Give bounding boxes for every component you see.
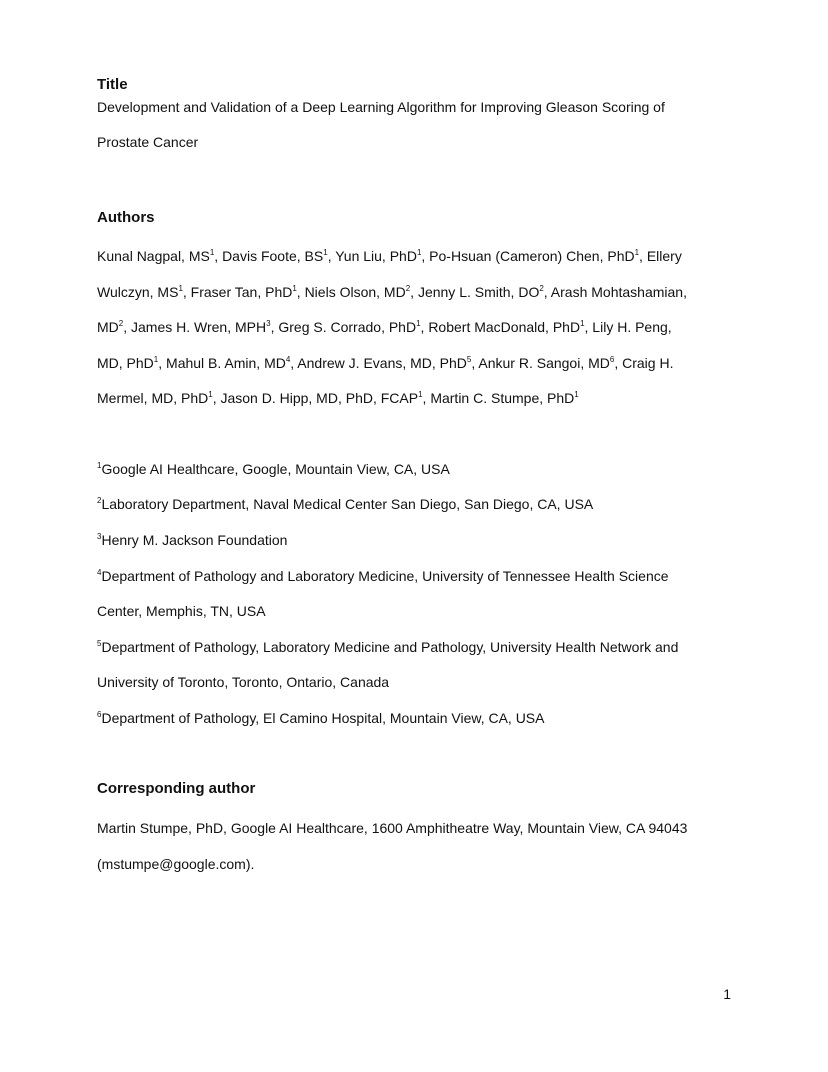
- text-segment: Laboratory Department, Naval Medical Center San Diego, San Diego, CA, USA: [101, 496, 594, 512]
- text-segment: Wulczyn, MS: [97, 284, 179, 300]
- text-segment: , Ankur R. Sangoi, MD: [471, 355, 610, 371]
- text-segment: , Davis Foote, BS: [214, 248, 324, 264]
- corresponding-author-heading: Corresponding author: [97, 780, 256, 797]
- affiliation-superscript: 4: [97, 568, 102, 577]
- text-segment: , Jason D. Hipp, MD, PhD, FCAP: [212, 390, 419, 406]
- text-segment: Department of Pathology and Laboratory Medicine, University of Tennessee Health Science: [101, 568, 669, 584]
- affiliation-superscript: 3: [266, 319, 271, 328]
- text-segment: MD: [97, 319, 119, 335]
- affiliation-superscript: 2: [97, 496, 102, 505]
- affiliation-superscript: 1: [416, 248, 422, 257]
- text-segment: , Mahul B. Amin, MD: [158, 355, 286, 371]
- authors-line-2: [97, 283, 687, 301]
- text-segment: , Arash Mohtashamian,: [543, 284, 687, 300]
- affiliation-6: [97, 709, 544, 727]
- title-line-1: Development and Validation of a Deep Learning Algorithm for Improving Gleason Scoring of: [97, 99, 665, 115]
- affiliation-superscript: 6: [97, 710, 102, 719]
- corresponding-author-line-2: (mstumpe@google.com).: [97, 856, 255, 872]
- affiliation-superscript: 2: [118, 319, 124, 328]
- affiliation-superscript: 1: [580, 319, 585, 328]
- affiliation-superscript: 1: [208, 390, 213, 399]
- affiliation-3: [97, 531, 287, 549]
- authors-line-1: [97, 247, 682, 265]
- text-segment: , Niels Olson, MD: [296, 284, 406, 300]
- affiliation-superscript: 1: [178, 284, 183, 293]
- text-segment: , Jenny L. Smith, DO: [410, 284, 540, 300]
- text-segment: , Craig H.: [614, 355, 674, 371]
- text-segment: Mermel, MD, PhD: [97, 390, 209, 406]
- corresponding-author-line-1: Martin Stumpe, PhD, Google AI Healthcare, 1600 Amphitheatre Way, Mountain View, CA 94043: [97, 820, 688, 836]
- affiliation-superscript: 1: [323, 248, 328, 257]
- page-number: 1: [723, 986, 731, 1002]
- affiliation-superscript: 6: [609, 355, 615, 364]
- text-segment: University of Toronto, Toronto, Ontario, Canada: [97, 674, 390, 690]
- affiliation-superscript: 1: [292, 284, 297, 293]
- text-segment: , Ellery: [639, 248, 682, 264]
- affiliation-superscript: 1: [153, 355, 159, 364]
- authors-line-3: [97, 318, 672, 336]
- affiliation-superscript: 1: [209, 248, 215, 257]
- text-segment: Department of Pathology, El Camino Hospital, Mountain View, CA, USA: [101, 710, 545, 726]
- affiliation-4: [97, 567, 669, 585]
- affiliation-2: [97, 495, 593, 513]
- title-line-2: Prostate Cancer: [97, 134, 199, 150]
- text-segment: , Po-Hsuan (Cameron) Chen, PhD: [421, 248, 635, 264]
- text-segment: Google AI Healthcare, Google, Mountain View, CA, USA: [101, 461, 450, 477]
- affiliation-superscript: 5: [97, 639, 102, 648]
- text-segment: , Lily H. Peng,: [584, 319, 672, 335]
- affiliation-superscript: 1: [634, 248, 640, 257]
- authors-heading: Authors: [97, 209, 155, 226]
- text-segment: Department of Pathology, Laboratory Medicine and Pathology, University Health Network and: [101, 639, 679, 655]
- text-segment: Henry M. Jackson Foundation: [101, 532, 288, 548]
- affiliation-superscript: 1: [97, 461, 102, 470]
- affiliation-superscript: 4: [285, 355, 291, 364]
- text-segment: MD, PhD: [97, 355, 154, 371]
- title-heading: Title: [97, 76, 128, 93]
- affiliation-superscript: 1: [574, 390, 579, 399]
- text-segment: , James H. Wren, MPH: [123, 319, 267, 335]
- text-segment: , Robert MacDonald, PhD: [420, 319, 581, 335]
- text-segment: Kunal Nagpal, MS: [97, 248, 210, 264]
- affiliation-5: [97, 638, 678, 656]
- authors-line-4: [97, 354, 673, 372]
- affiliation-superscript: 2: [405, 284, 411, 293]
- text-segment: , Andrew J. Evans, MD, PhD: [290, 355, 467, 371]
- text-segment: , Martin C. Stumpe, PhD: [422, 390, 575, 406]
- affiliation-superscript: 3: [97, 532, 102, 541]
- affiliation-superscript: 2: [539, 284, 544, 293]
- affiliation-5-continued: [97, 673, 389, 691]
- text-segment: Center, Memphis, TN, USA: [97, 603, 266, 619]
- affiliation-4-continued: [97, 602, 266, 620]
- affiliation-superscript: 1: [416, 319, 421, 328]
- affiliation-superscript: 5: [466, 355, 472, 364]
- affiliation-superscript: 1: [418, 390, 423, 399]
- text-segment: , Yun Liu, PhD: [327, 248, 417, 264]
- text-segment: , Fraser Tan, PhD: [182, 284, 293, 300]
- affiliation-1: [97, 460, 450, 478]
- authors-line-5: [97, 389, 579, 407]
- text-segment: , Greg S. Corrado, PhD: [270, 319, 417, 335]
